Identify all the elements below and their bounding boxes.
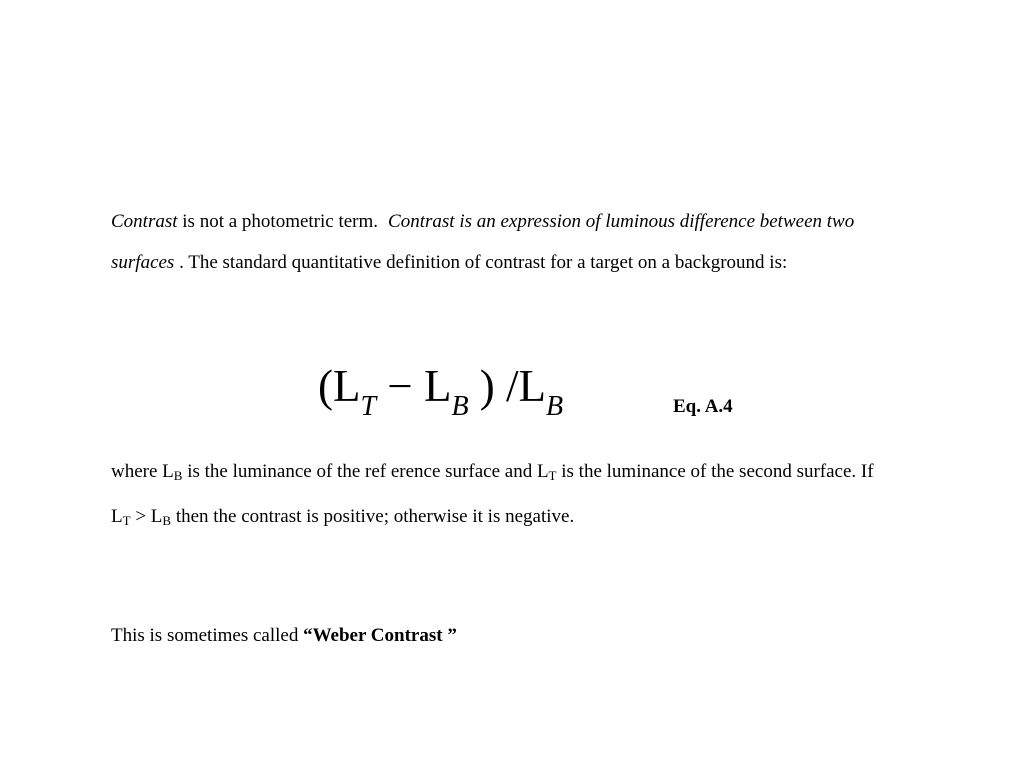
- weber-paragraph: [111, 615, 891, 656]
- eq-sub-b2: B: [546, 391, 564, 422]
- contrast-definition-paragraph: [111, 201, 891, 283]
- standard-definition-text: . The standard quantitative definition of contrast for a target on a background is:: [174, 252, 788, 273]
- contrast-equation: [318, 356, 563, 423]
- positive-negative-text: then the contrast is positive; otherwise it is negative.: [171, 506, 575, 527]
- sub-t: T: [548, 468, 557, 483]
- sometimes-called-text: This is sometimes called: [111, 625, 304, 646]
- weber-contrast-name: “Weber Contrast ”: [303, 625, 457, 646]
- where-text: where L: [111, 461, 174, 482]
- sub-t2: T: [122, 513, 131, 528]
- reference-surface-text: is the luminance of the ref erence surface and L: [182, 461, 549, 482]
- not-photometric-text: is not a photometric term.: [177, 211, 379, 232]
- eq-minus: − L: [376, 361, 452, 411]
- eq-sub-t: T: [360, 391, 377, 422]
- second-surface-text: is the luminance of the second surface. If L: [111, 461, 874, 527]
- equation-label: Eq. A.4: [673, 396, 733, 417]
- luminance-explanation-paragraph: [111, 451, 891, 541]
- contrast-definition-italic: Contrast is an expression of luminous difference between two surfaces: [111, 211, 855, 273]
- contrast-term: Contrast: [111, 211, 178, 232]
- eq-open: (L: [318, 361, 361, 411]
- greater-than-text: > L: [130, 506, 163, 527]
- eq-sub-b1: B: [451, 391, 469, 422]
- sub-b: B: [173, 468, 183, 483]
- eq-close: ) /L: [468, 361, 547, 411]
- sub-b2: B: [162, 513, 172, 528]
